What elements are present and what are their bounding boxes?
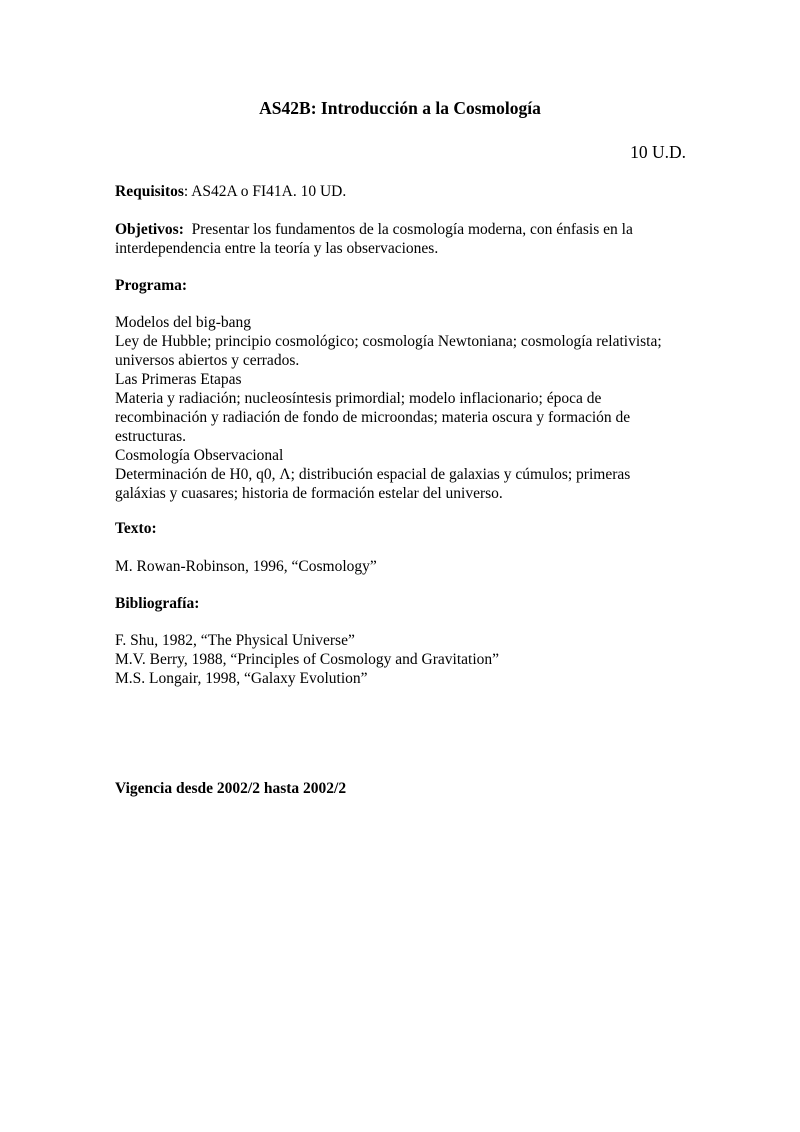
bibliografia-list (115, 631, 690, 688)
programa-line: galáxias y cuasares; historia de formación estelar del universo. (115, 485, 503, 502)
bibliografia-item: M.S. Longair, 1998, “Galaxy Evolution” (115, 670, 368, 687)
objetivos-section (115, 220, 690, 258)
programa-line: universos abiertos y cerrados. (115, 352, 300, 369)
course-title: AS42B: Introducción a la Cosmología (259, 98, 541, 118)
programa-line: Las Primeras Etapas (115, 371, 242, 388)
requisitos-section (115, 182, 690, 201)
programa-line: Ley de Hubble; principio cosmológico; cosmología Newtoniana; cosmología relativista; (115, 333, 662, 350)
bibliografia-label: Bibliografía: (115, 595, 200, 612)
programa-line: recombinación y radiación de fondo de microondas; materia oscura y formación de (115, 409, 631, 426)
programa-line: Modelos del big-bang (115, 314, 252, 331)
texto-label: Texto: (115, 520, 157, 537)
objetivos-text-line-1: Presentar los fundamentos de la cosmología moderna, con énfasis en la (183, 221, 633, 238)
objetivos-text-line-2: interdependencia entre la teoría y las observaciones. (115, 240, 439, 257)
programa-line: estructuras. (115, 428, 187, 445)
programa-line: Cosmología Observacional (115, 447, 284, 464)
objetivos-label: Objetivos: (115, 221, 184, 238)
programa-label: Programa: (115, 277, 188, 294)
programa-line: Materia y radiación; nucleosíntesis primordial; modelo inflacionario; época de (115, 390, 602, 407)
bibliografia-item: M.V. Berry, 1988, “Principles of Cosmology and Gravitation” (115, 651, 500, 668)
course-units: 10 U.D. (630, 142, 686, 162)
programa-line: Determinación de H0, q0, Λ; distribución espacial de galaxias y cúmulos; primeras (115, 466, 631, 483)
bibliografia-item: F. Shu, 1982, “The Physical Universe” (115, 632, 355, 649)
requisitos-text: : AS42A o FI41A. 10 UD. (183, 183, 347, 200)
texto-item: M. Rowan-Robinson, 1996, “Cosmology” (115, 558, 377, 575)
programa-content (115, 313, 690, 503)
requisitos-label: Requisitos (115, 183, 184, 200)
vigencia-line: Vigencia desde 2002/2 hasta 2002/2 (115, 780, 347, 797)
